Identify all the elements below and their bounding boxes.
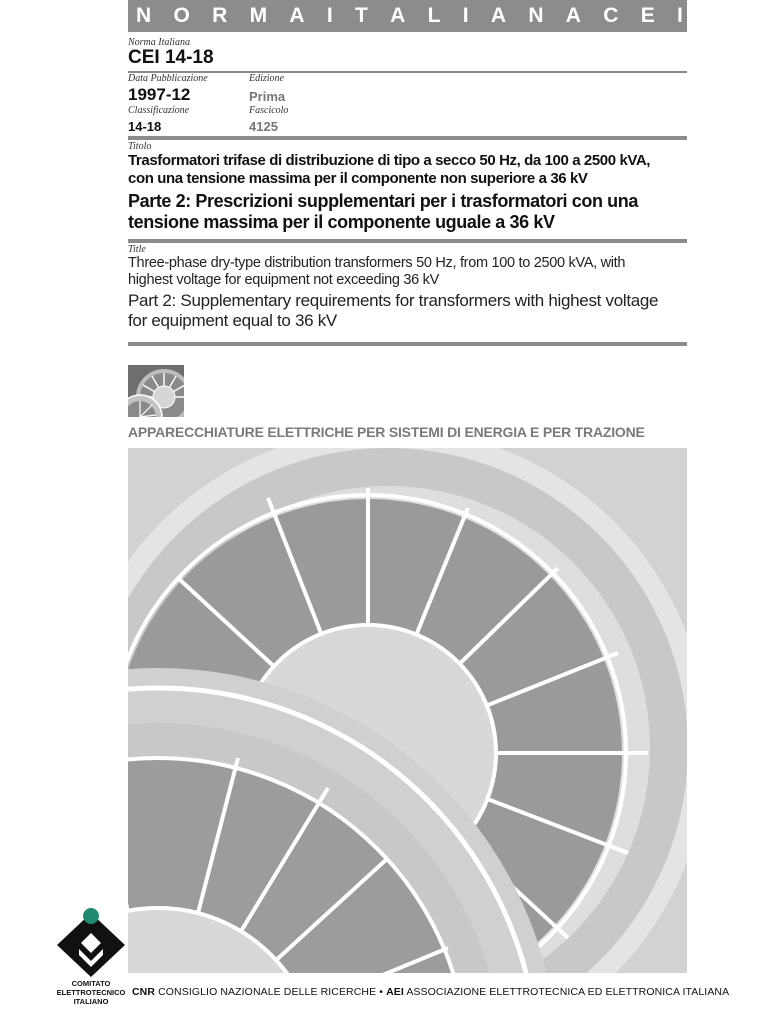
norma-code: CEI 14-18	[128, 47, 214, 68]
banner-letter: L	[427, 4, 441, 27]
transformer-coil-illustration	[128, 448, 687, 973]
data-pubblicazione-value: 1997-12	[128, 85, 191, 104]
norma-label: Norma Italiana	[128, 37, 190, 48]
banner-letter: O	[173, 4, 190, 27]
cnr-abbr: CNR	[132, 986, 156, 998]
title-en-part-line-1: Part 2: Supplementary requirements for transformers with highest voltage	[128, 291, 659, 310]
banner-letter: E	[640, 4, 655, 27]
title-label: Title	[128, 244, 146, 255]
banner-letter: I	[326, 4, 333, 27]
title-en-part-line-2: for equipment equal to 36 kV	[128, 311, 337, 330]
aei-abbr: AEI	[386, 986, 404, 998]
divider	[128, 342, 687, 346]
fascicolo-value: 4125	[249, 119, 278, 134]
cnr-name: CONSIGLIO NAZIONALE DELLE RICERCHE	[158, 986, 377, 998]
category-heading: APPARECCHIATURE ELETTRICHE PER SISTEMI DI ENERGIA E PER TRAZIONE	[128, 424, 645, 440]
divider	[128, 71, 687, 73]
titolo-line-1: Trasformatori trifase di distribuzione di tipo a secco 50 Hz, da 100 a 2500 kVA,	[128, 152, 651, 169]
divider	[128, 136, 687, 140]
banner-letter: R	[212, 4, 228, 27]
titolo-line-2: con una tensione massima per il componente non superiore a 36 kV	[128, 170, 588, 187]
classificazione-label: Classificazione	[128, 105, 190, 116]
title-en-line-2: highest voltage for equipment not exceeding 36 kV	[128, 272, 439, 288]
banner-letter: N	[136, 4, 152, 27]
banner-letter: T	[354, 4, 368, 27]
banner-letter: A	[390, 4, 406, 27]
titolo-label: Titolo	[128, 141, 152, 152]
edizione-value: Prima	[249, 89, 286, 104]
banner-letter: A	[289, 4, 305, 27]
banner-letter: M	[249, 4, 268, 27]
banner-letter: C	[603, 4, 619, 27]
fascicolo-label: Fascicolo	[249, 105, 289, 116]
titolo-part-line-2: tensione massima per il componente uguale a 36 kV	[128, 212, 555, 232]
banner-letter: A	[565, 4, 581, 27]
title-en-line-1: Three-phase dry-type distribution transformers 50 Hz, from 100 to 2500 kVA, with	[128, 255, 626, 271]
logo-text-line-2: ELETTROTECNICO	[56, 988, 126, 997]
data-pubblicazione-label: Data Pubblicazione	[128, 73, 208, 84]
classificazione-value: 14-18	[128, 119, 162, 134]
footer-separator: •	[379, 986, 384, 998]
banner-letter: N	[528, 4, 544, 27]
banner-letter: I	[677, 4, 683, 27]
banner-letter: I	[462, 4, 469, 27]
logo-text-line-1: COMITATO	[71, 979, 111, 988]
aei-name: ASSOCIAZIONE ELETTROTECNICA ED ELETTRONICA ITALIANA	[406, 986, 730, 998]
edizione-label: Edizione	[249, 73, 284, 84]
titolo-part-line-1: Parte 2: Prescrizioni supplementari per i trasformatori con una	[128, 191, 638, 211]
cei-logo-icon	[55, 905, 127, 977]
divider	[128, 239, 687, 243]
cover-thumbnail-icon	[128, 365, 184, 417]
footer-publishers	[132, 986, 730, 998]
banner-letter: A	[490, 4, 507, 27]
logo-text-line-3: ITALIANO	[73, 997, 109, 1006]
norma-italiana-banner	[128, 0, 687, 32]
